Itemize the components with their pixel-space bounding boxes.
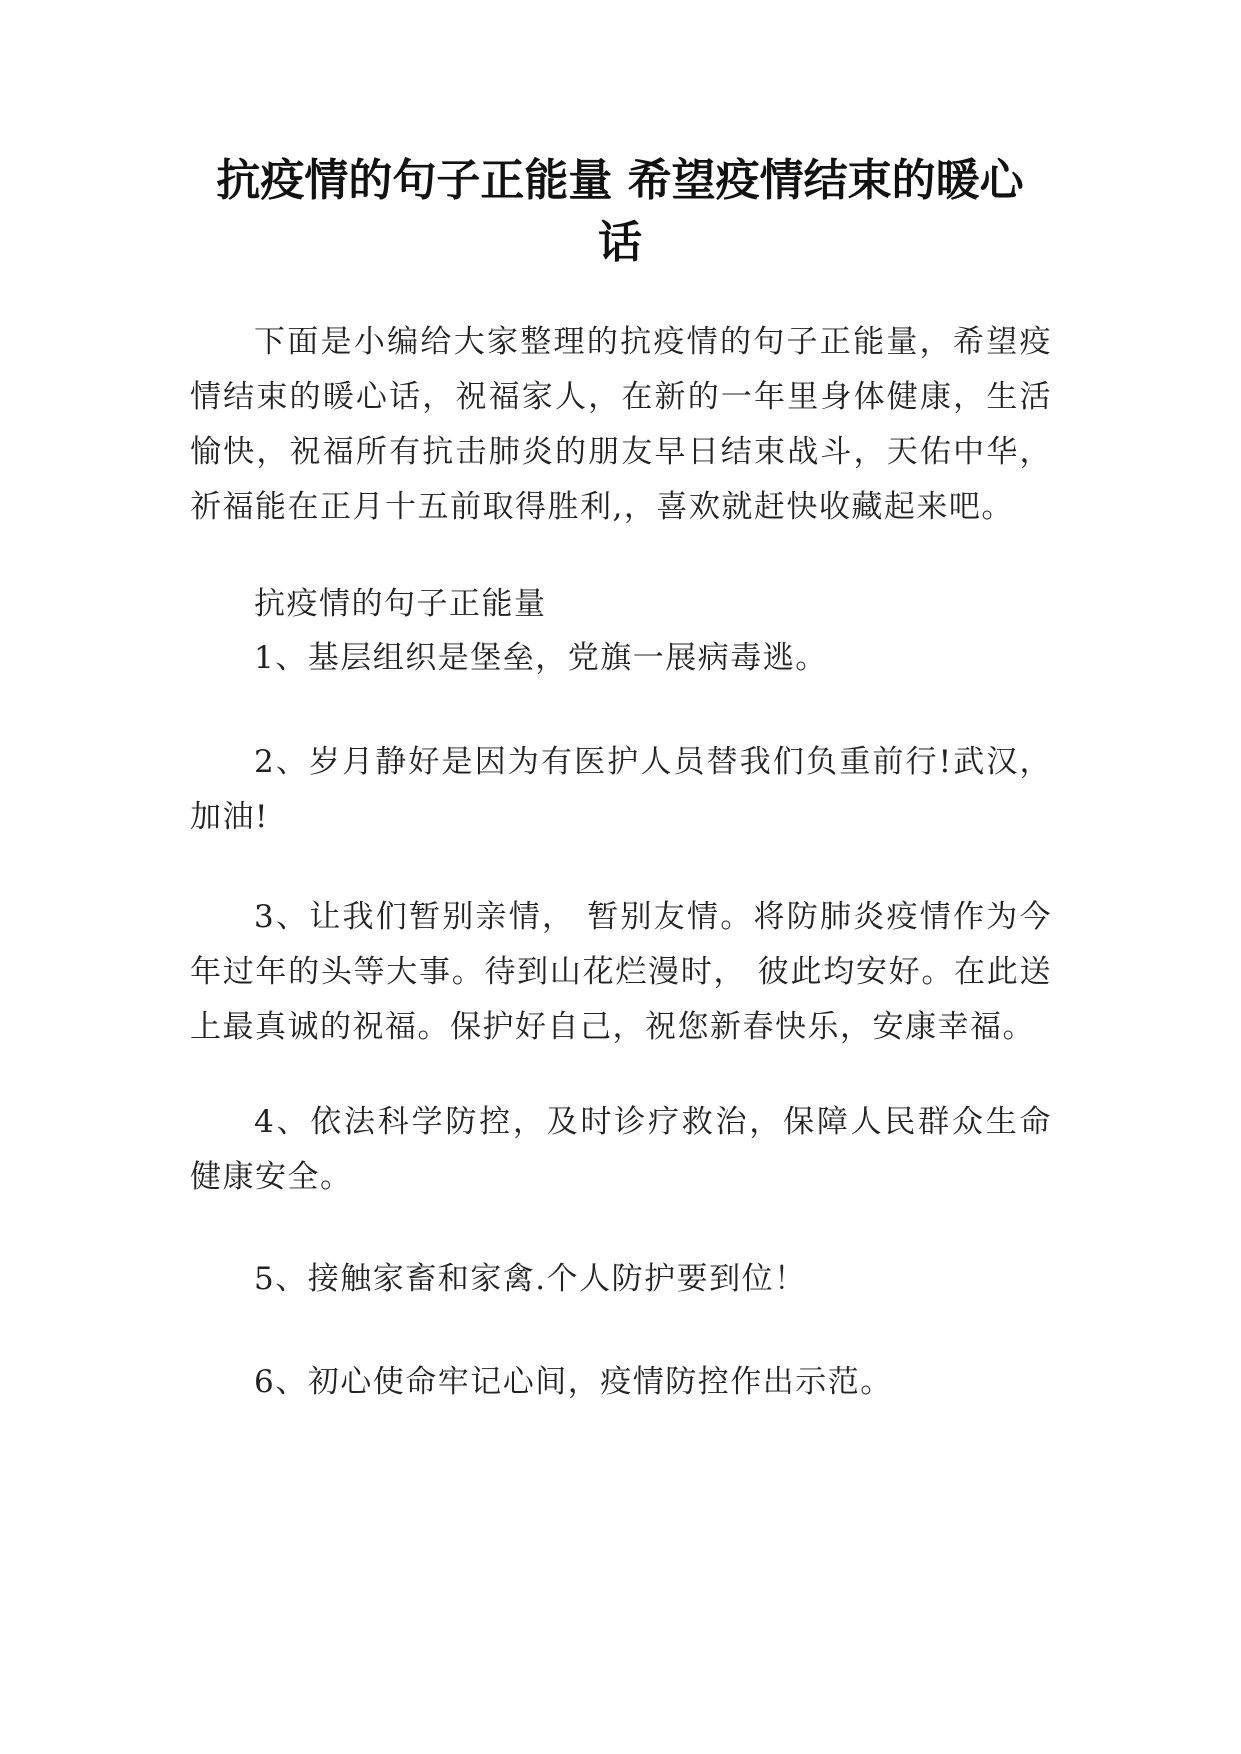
- list-item-4: 4、依法科学防控，及时诊疗救治，保障人民群众生命健康安全。: [190, 1104, 1052, 1195]
- list-item-5: 5、接触家畜和家禽.个人防护要到位！: [254, 1261, 807, 1297]
- page-title-line-1: 抗疫情的句子正能量 希望疫情结束的暖心: [216, 155, 1024, 206]
- section-heading: 抗疫情的句子正能量: [254, 586, 547, 622]
- page-title-line-2: 话: [598, 217, 642, 268]
- page-title: [170, 150, 1070, 274]
- list-item-2: 2、岁月静好是因为有医护人员替我们负重前行!武汉，加油!: [190, 744, 1052, 835]
- list-item-1: 1、基层组织是堡垒，党旗一展病毒逃。: [254, 640, 828, 676]
- list-item-3: 3、让我们暂别亲情， 暂别友情。将防肺炎疫情作为今年过年的头等大事。待到山花烂漫时， 彼此均安好。在此送上最真诚的祝福。保护好自己，祝您新春快乐，安康幸福。: [190, 899, 1052, 1045]
- intro-paragraph: 下面是小编给大家整理的抗疫情的句子正能量，希望疫情结束的暖心话，祝福家人，在新的一年里身体健康，生活愉快，祝福所有抗击肺炎的朋友早日结束战斗，天佑中华，祈福能在正月十五前取得胜利,，喜欢就赶快收藏起来吧。: [190, 324, 1052, 525]
- list-item-6: 6、初心使命牢记心间，疫情防控作出示范。: [254, 1364, 893, 1400]
